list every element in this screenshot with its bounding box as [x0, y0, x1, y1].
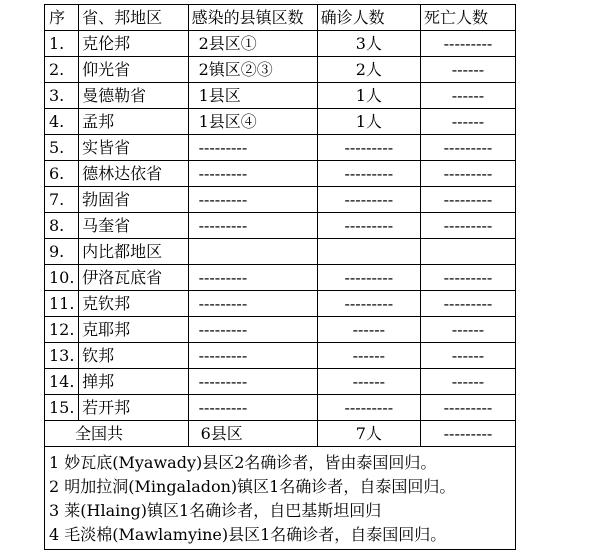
table-row [45, 369, 516, 395]
row-confirmed: --------- [317, 395, 420, 421]
row-deaths: ------ [420, 369, 515, 395]
row-townships: --------- [188, 213, 317, 239]
row-deaths: ------ [420, 83, 515, 109]
row-index: 7. [45, 187, 79, 213]
row-confirmed: --------- [317, 265, 420, 291]
row-region: 孟邦 [79, 109, 188, 135]
row-index: 12. [45, 317, 79, 343]
row-townships: --------- [188, 135, 317, 161]
total-confirmed: 7人 [317, 421, 420, 447]
table-row [45, 213, 516, 239]
table-row [45, 343, 516, 369]
row-deaths: ------ [420, 57, 515, 83]
row-region: 钦邦 [79, 343, 188, 369]
row-confirmed: ------ [317, 317, 420, 343]
row-deaths: --------- [420, 395, 515, 421]
table-row [45, 135, 516, 161]
row-deaths: --------- [420, 213, 515, 239]
row-townships: --------- [188, 395, 317, 421]
table-row [45, 57, 516, 83]
row-confirmed: --------- [317, 213, 420, 239]
row-townships: --------- [188, 265, 317, 291]
footnote: 1 妙瓦底(Myawady)县区2名确诊者，皆由泰国回归。 [49, 453, 437, 472]
total-row [45, 421, 516, 447]
row-deaths: --------- [420, 265, 515, 291]
row-deaths: ------ [420, 109, 515, 135]
row-confirmed: --------- [317, 135, 420, 161]
row-index: 13. [45, 343, 79, 369]
table-header-row [45, 5, 516, 31]
table-row [45, 187, 516, 213]
table-row [45, 395, 516, 421]
row-confirmed [317, 239, 420, 265]
row-deaths: --------- [420, 135, 515, 161]
row-townships: --------- [188, 343, 317, 369]
table-row [45, 265, 516, 291]
row-townships: --------- [188, 187, 317, 213]
footnote: 3 莱(Hlaing)镇区1名确诊者，自巴基斯坦回归 [49, 501, 382, 520]
row-confirmed: 1人 [317, 109, 420, 135]
row-townships: --------- [188, 161, 317, 187]
footnote: 2 明加拉洞(Mingaladon)镇区1名确诊者，自泰国回归。 [49, 477, 456, 496]
row-index: 6. [45, 161, 79, 187]
row-region: 仰光省 [79, 57, 188, 83]
row-confirmed: 3人 [317, 31, 420, 57]
row-townships: --------- [188, 291, 317, 317]
row-region: 内比都地区 [79, 239, 188, 265]
notes-row [45, 447, 516, 550]
row-index: 9. [45, 239, 79, 265]
row-deaths: --------- [420, 291, 515, 317]
table-row [45, 291, 516, 317]
total-label: 全国共 [45, 421, 189, 447]
table-row [45, 239, 516, 265]
total-townships: 6县区 [188, 421, 317, 447]
row-region: 掸邦 [79, 369, 188, 395]
row-region: 克伦邦 [79, 31, 188, 57]
row-index: 1. [45, 31, 79, 57]
footnote: 4 毛淡棉(Mawlamyine)县区1名确诊者，自泰国回归。 [49, 525, 447, 544]
row-index: 15. [45, 395, 79, 421]
table-row [45, 31, 516, 57]
row-confirmed: ------ [317, 369, 420, 395]
row-index: 2. [45, 57, 79, 83]
row-confirmed: --------- [317, 161, 420, 187]
row-deaths: --------- [420, 187, 515, 213]
row-deaths: --------- [420, 31, 515, 57]
header-townships: 感染的县镇区数 [188, 5, 317, 31]
row-index: 14. [45, 369, 79, 395]
row-region: 马奎省 [79, 213, 188, 239]
table-row [45, 83, 516, 109]
table-row [45, 317, 516, 343]
row-deaths: ------ [420, 317, 515, 343]
row-index: 10. [45, 265, 79, 291]
row-region: 实皆省 [79, 135, 188, 161]
row-region: 克钦邦 [79, 291, 188, 317]
footnotes [45, 447, 516, 550]
row-townships: 2镇区②③ [188, 57, 317, 83]
table-row [45, 161, 516, 187]
total-deaths: --------- [420, 421, 515, 447]
row-townships: 2县区① [188, 31, 317, 57]
row-deaths: --------- [420, 161, 515, 187]
row-townships [188, 239, 317, 265]
row-deaths [420, 239, 515, 265]
row-confirmed: --------- [317, 187, 420, 213]
row-region: 伊洛瓦底省 [79, 265, 188, 291]
row-region: 克耶邦 [79, 317, 188, 343]
row-index: 3. [45, 83, 79, 109]
row-townships: 1县区 [188, 83, 317, 109]
row-townships: --------- [188, 369, 317, 395]
row-index: 4. [45, 109, 79, 135]
row-confirmed: 1人 [317, 83, 420, 109]
header-region: 省、邦地区 [79, 5, 188, 31]
covid-cases-table [44, 4, 516, 550]
row-townships: 1县区④ [188, 109, 317, 135]
row-region: 曼德勒省 [79, 83, 188, 109]
row-confirmed: --------- [317, 291, 420, 317]
row-confirmed: ------ [317, 343, 420, 369]
row-confirmed: 2人 [317, 57, 420, 83]
table-row [45, 109, 516, 135]
row-index: 5. [45, 135, 79, 161]
row-region: 勃固省 [79, 187, 188, 213]
header-index: 序 [45, 5, 79, 31]
row-region: 若开邦 [79, 395, 188, 421]
row-region: 德林达依省 [79, 161, 188, 187]
header-deaths: 死亡人数 [420, 5, 515, 31]
row-deaths: ------ [420, 343, 515, 369]
row-index: 8. [45, 213, 79, 239]
row-townships: --------- [188, 317, 317, 343]
header-confirmed: 确诊人数 [317, 5, 420, 31]
row-index: 11. [45, 291, 79, 317]
